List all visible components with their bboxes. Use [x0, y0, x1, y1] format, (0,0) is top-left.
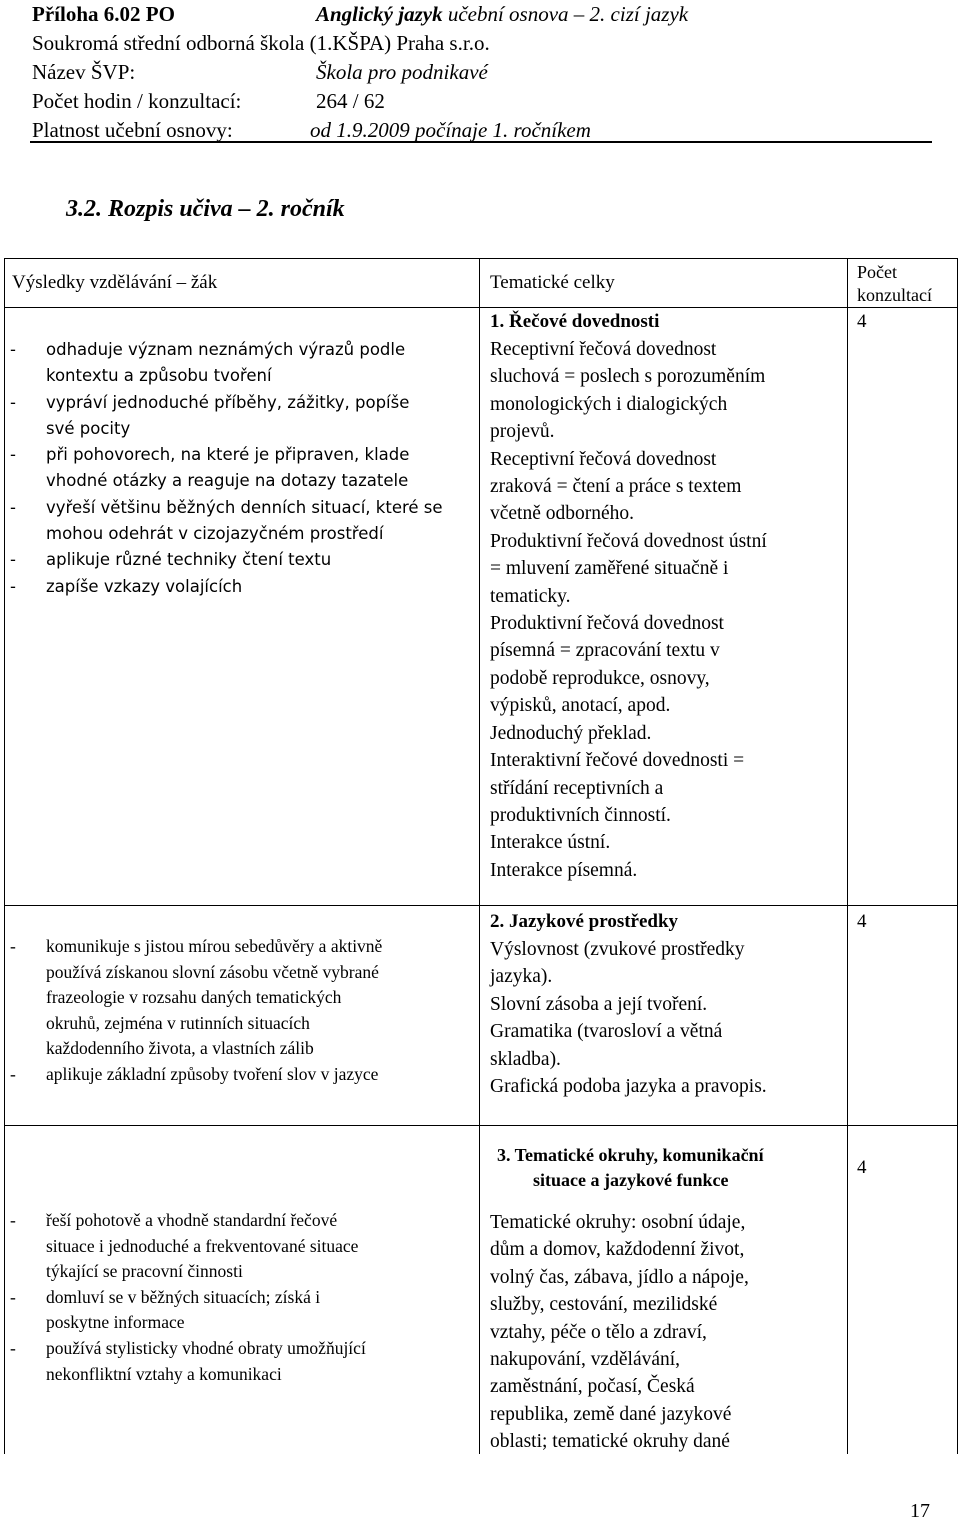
col-header-outcomes: Výsledky vzdělávání – žák [12, 272, 218, 293]
col-header-topics: Tematické celky [490, 272, 615, 293]
content-line: výpisků, anotací, apod. [490, 695, 671, 717]
content-line: Tematické okruhy: osobní údaje, [490, 1212, 746, 1233]
svp-value: Škola pro podnikavé [316, 60, 488, 84]
content-line: Jednoduchý překlad. [490, 722, 652, 744]
content-line: volný čas, zábava, jídlo a nápoje, [490, 1266, 749, 1288]
outcome-item: - aplikuje základní způsoby tvoření slov v jazyce [10, 1063, 379, 1084]
table-col-divider-2 [847, 258, 848, 1454]
hours-value: 264 / 62 [316, 89, 385, 113]
appendix-label: Příloha 6.02 PO [32, 2, 175, 26]
table-top-border [4, 258, 958, 259]
content-line: republika, země dané jazykové [490, 1403, 732, 1425]
content-line: oblasti; tematické okruhy dané [490, 1431, 730, 1453]
col-header-count [857, 261, 932, 307]
outcomes-list-2 [10, 934, 475, 1088]
content-line: Produktivní řečová dovednost [490, 613, 724, 635]
content-line: Grafická podoba jazyka a pravopis. [490, 1076, 767, 1098]
header-divider [30, 141, 932, 143]
svp-label: Název ŠVP: [32, 60, 136, 84]
table-header-bottom-border [4, 307, 958, 308]
page-number: 17 [910, 1500, 930, 1522]
content-line: = mluvení zaměřené situačně i [490, 558, 729, 580]
content-line: zraková = čtení a práce s textem [490, 476, 742, 498]
content-line: zaměstnání, počasí, Česká [490, 1376, 695, 1398]
validity-label: Platnost učební osnovy: [32, 118, 233, 142]
school-name: Soukromá střední odborná škola (1.KŠPA) Praha s.r.o. [32, 31, 490, 55]
content-line: skladba). [490, 1048, 561, 1070]
topic-content-1 [490, 336, 767, 884]
header-row-3 [32, 58, 932, 87]
topic-title-2: 2. Jazykové prostředky [490, 911, 679, 932]
col-header-count-line1: Počet [857, 262, 897, 282]
header-row-4 [32, 87, 932, 116]
content-line: Receptivní řečová dovednost [490, 448, 717, 470]
content-line: Receptivní řečová dovednost [490, 339, 717, 360]
content-line: projevů. [490, 421, 555, 443]
table-row1-bottom-border [4, 905, 958, 906]
topic-count-3: 4 [857, 1157, 867, 1178]
topic-count-1: 4 [857, 311, 867, 332]
table-right-border [957, 258, 958, 1454]
subject-line [316, 0, 688, 29]
topic-content-2 [490, 936, 767, 1100]
content-line: monologických i dialogických [490, 393, 728, 415]
content-line: Interakce písemná. [490, 859, 638, 881]
content-line: nakupování, vzdělávání, [490, 1349, 681, 1371]
table-row2-bottom-border [4, 1125, 958, 1126]
topic-title-3-line2: situace a jazykové funkce [533, 1170, 729, 1190]
content-line: Slovní zásoba a její tvoření. [490, 993, 708, 1015]
outcome-item: - odhaduje význam neznámých výrazů podle kontextu a způsobu tvoření [10, 340, 406, 386]
section-title: 3.2. Rozpis učiva – 2. ročník [66, 196, 345, 222]
topic-count-2: 4 [857, 911, 867, 932]
outcomes-list-3 [10, 1208, 475, 1387]
content-line: tematicky. [490, 585, 571, 607]
content-line: dům a domov, každodenní život, [490, 1239, 745, 1261]
topic-title-1: 1. Řečové dovednosti [490, 311, 660, 332]
content-line: včetně odborného. [490, 503, 635, 525]
header-row-2 [32, 29, 932, 58]
content-line: vztahy, péče o tělo a zdraví, [490, 1321, 707, 1343]
content-line: Výslovnost (zvukové prostředky [490, 939, 745, 960]
content-line: písemná = zpracování textu v [490, 640, 720, 662]
content-line: Interaktivní řečové dovednosti = [490, 750, 745, 772]
content-line: jazyka). [490, 966, 553, 988]
outcome-item: - při pohovorech, na které je připraven, klade vhodné otázky a reaguje na dotazy tazatele [10, 445, 410, 491]
outcome-item: - komunikuje s jistou mírou sebedůvěry a aktivně používá získanou slovní zásobu včetně vybrané frazeologie v rozsahu daných tematických okruhů, zejména v rutinních situacích každodenního života, a vlastních zálib [10, 936, 383, 1059]
table-left-border [4, 258, 5, 1454]
outcome-item: - vypráví jednoduché příběhy, zážitky, popíše své pocity [10, 392, 410, 438]
content-line: Gramatika (tvarosloví a větná [490, 1021, 723, 1043]
content-line: služby, cestování, mezilidské [490, 1294, 718, 1316]
subject-subtitle: učební osnova – 2. cizí jazyk [442, 2, 689, 26]
document-header [32, 0, 932, 145]
outcome-item: - vyřeší většinu běžných denních situací, které se mohou odehrát v cizojazyčném prostředí [10, 497, 443, 544]
topic-content-3 [490, 1209, 749, 1456]
outcomes-list-1 [10, 337, 475, 600]
outcome-item: - domluví se v běžných situacích; získá i poskytne informace [10, 1286, 321, 1333]
hours-label: Počet hodin / konzultací: [32, 89, 242, 113]
content-line: Produktivní řečová dovednost ústní [490, 530, 767, 552]
outcome-item: - řeší pohotově a vhodně standardní řečové situace i jednoduché a frekventované situace týkající se pracovní činnosti [10, 1210, 359, 1282]
outcome-item: - zapíše vzkazy volajících [10, 576, 243, 596]
subject-name: Anglický jazyk [316, 2, 443, 26]
topic-title-3-line1: 3. Tematické okruhy, komunikační [497, 1145, 764, 1165]
content-line: Interakce ústní. [490, 832, 611, 854]
header-row-1 [32, 0, 932, 29]
content-line: střídání receptivních a [490, 777, 664, 799]
content-line: podobě reprodukce, osnovy, [490, 667, 710, 689]
content-line: sluchová = poslech s porozuměním [490, 366, 766, 388]
content-line: produktivních činností. [490, 804, 671, 826]
table-col-divider-1 [479, 258, 480, 1454]
col-header-count-line2: konzultací [857, 285, 932, 305]
outcome-item: - používá stylisticky vhodné obraty umožňující nekonfliktní vztahy a komunikaci [10, 1337, 366, 1384]
outcome-item: - aplikuje různé techniky čtení textu [10, 550, 332, 570]
validity-value: od 1.9.2009 počínaje 1. ročníkem [310, 118, 591, 142]
topic-title-3 [497, 1143, 764, 1193]
